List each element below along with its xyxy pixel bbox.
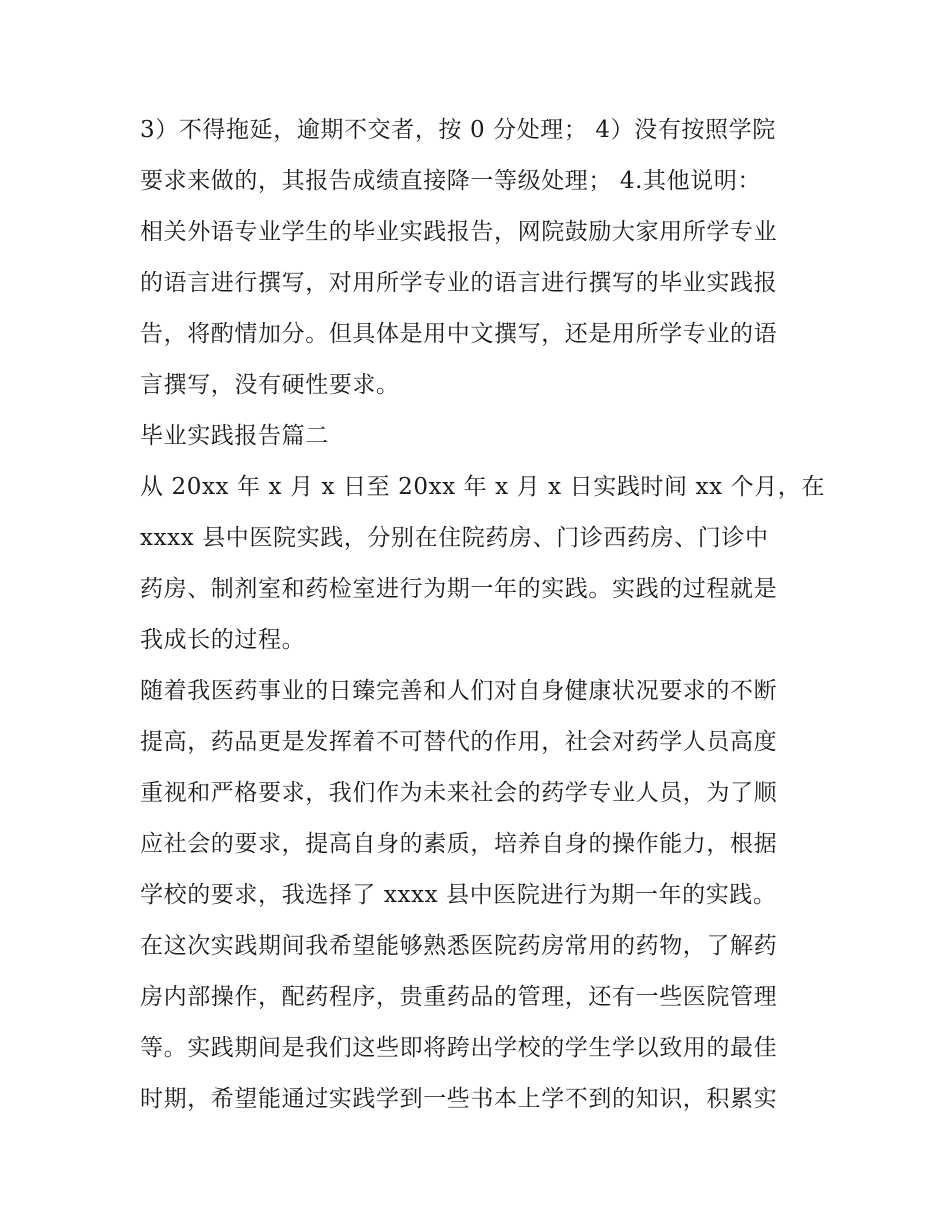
text-line: 3）不得拖延，逾期不交者，按 0 分处理； 4）没有按照学院 [140,117,776,143]
text-line: 告，将酌情加分。但具体是用中文撰写，还是用所学专业的语 [140,321,778,347]
text-line: 从 20xx 年 x 月 x 日至 20xx 年 x 月 x 日实践时间 xx 个月，在 [140,474,825,500]
text-line: 言撰写，没有硬性要求。 [140,372,400,398]
text-line: 药房、制剂室和药检室进行为期一年的实践。实践的过程就是 [140,576,778,602]
text-line: 应社会的要求，提高自身的素质，培养自身的操作能力，根据 [140,831,778,857]
text-line: 随着我医药事业的日臻完善和人们对自身健康状况要求的不断 [140,678,778,704]
text-line: 房内部操作，配药程序，贵重药品的管理，还有一些医院管理 [140,984,778,1010]
text-line: 在这次实践期间我希望能够熟悉医院药房常用的药物，了解药 [140,933,778,959]
text-line: 提高，药品更是发挥着不可替代的作用，社会对药学人员高度 [140,729,778,755]
text-line: 相关外语专业学生的毕业实践报告，网院鼓励大家用所学专业 [140,219,778,245]
text-line: 等。实践期间是我们这些即将跨出学校的学生学以致用的最佳 [140,1035,778,1061]
text-line: 要求来做的，其报告成绩直接降一等级处理； 4.其他说明： [140,168,762,194]
section-heading: 毕业实践报告篇二 [140,423,329,449]
text-line: 我成长的过程。 [140,627,306,653]
text-line: 的语言进行撰写，对用所学专业的语言进行撰写的毕业实践报 [140,270,778,296]
text-line: 时期，希望能通过实践学到一些书本上学不到的知识，积累实 [140,1086,778,1112]
text-line: 学校的要求，我选择了 xxxx 县中医院进行为期一年的实践。 [140,882,777,908]
text-line: xxxx 县中医院实践，分别在住院药房、门诊西药房、门诊中 [140,525,769,551]
document-body [140,105,830,1125]
text-line: 重视和严格要求，我们作为未来社会的药学专业人员，为了顺 [140,780,778,806]
